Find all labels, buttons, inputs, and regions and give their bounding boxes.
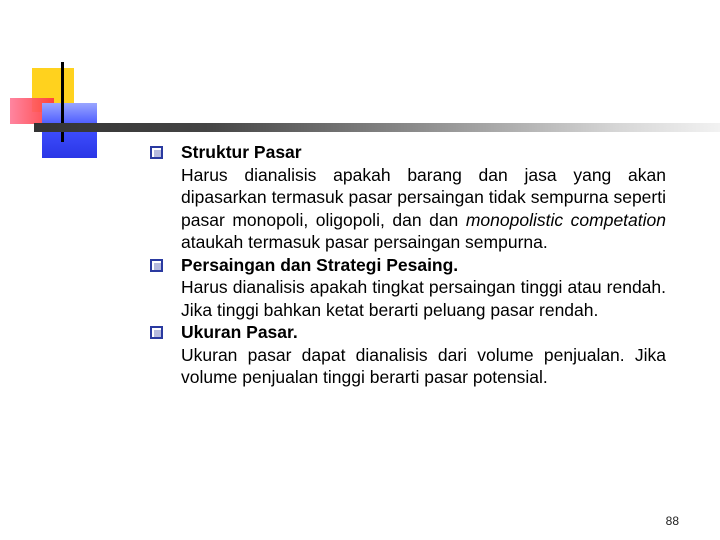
list-item-ukuran-pasar [150,321,666,389]
list-item-struktur-pasar [150,141,666,254]
list-item-persaingan [150,254,666,322]
item-heading: Persaingan dan Strategi Pesaing. [181,254,459,275]
slide-content [150,141,666,389]
item-body: Harus dianalisis apakah tingkat persaingan tinggi atau rendah. Jika tinggi bahkan ketat berarti peluang pasar rendah. [181,277,666,320]
item-heading: Ukuran Pasar. [181,322,298,342]
page-number: 88 [665,514,679,528]
item-heading: Struktur Pasar [181,142,302,162]
title-divider-bar [34,123,720,132]
hollow-square-bullet-icon [150,259,163,272]
item-body: Harus dianalisis apakah barang dan jasa yang akan dipasarkan termasuk pasar persaingan tidak sempurna seperti pasar monopoli, oligopoli, dan dan monopolistic competation ataukah termasuk pasar persaingan sempurna. [181,164,666,252]
hollow-square-bullet-icon [150,146,163,159]
item-body: Ukuran pasar dapat dianalisis dari volume penjualan. Jika volume penjualan tinggi berarti pasar potensial. [181,344,666,387]
hollow-square-bullet-icon [150,326,163,339]
